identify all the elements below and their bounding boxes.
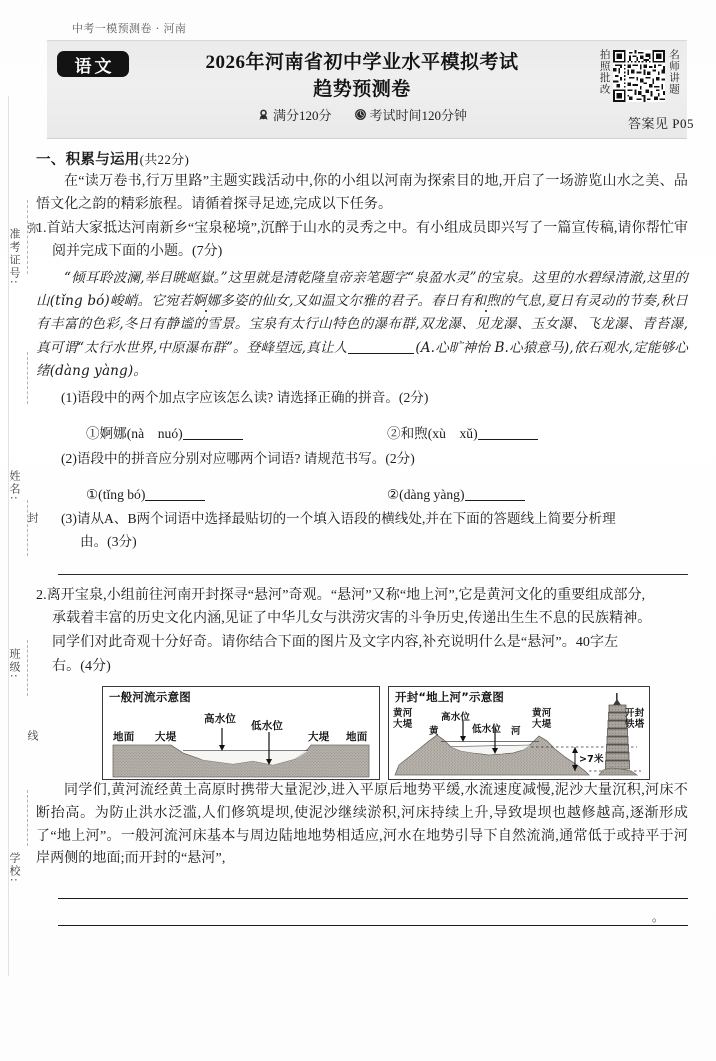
full-score-text: 满分120分 bbox=[272, 108, 332, 123]
figure-elevated-river-label-levee-right: 黄河大堤 bbox=[532, 708, 552, 730]
qr-right-label: 名师讲题 bbox=[668, 49, 680, 95]
question-1-sub-1-stem: (1)语段中的两个加点字应该怎么读? 请选择正确的拼音。(2分) bbox=[61, 389, 429, 405]
sub-2-item-2-text: ②(dàng yàng) bbox=[387, 487, 465, 503]
sub-2-item-1-blank[interactable] bbox=[145, 500, 205, 501]
passage-part-1: “倾耳聆波澜,举目眺岖嶽。”这里就是清乾隆皇帝亲笔题字“泉盈水灵”的宝泉。这里的水碧绿清澈,这里的山(tǐng bó)峻峭。它宛若 bbox=[36, 269, 688, 310]
question-1-sub-3-stem bbox=[36, 508, 688, 554]
qr-left-label: 拍照批改 bbox=[598, 49, 611, 95]
section-heading-text: 一、积累与运用 bbox=[36, 152, 140, 168]
figure-elevated-river-label-low-water: 低水位 bbox=[472, 724, 502, 736]
sub-2-item-2-blank[interactable] bbox=[465, 500, 525, 501]
figure-row bbox=[102, 686, 688, 780]
exam-title-line-1: 2026年河南省初中学业水平模拟考试 bbox=[205, 52, 519, 73]
full-score-item bbox=[257, 105, 332, 124]
exam-header-band bbox=[47, 40, 687, 139]
qr-block[interactable] bbox=[598, 49, 679, 103]
seal-char-1: 弥 bbox=[26, 222, 39, 233]
passage-dotted-word-1: 婀娜 bbox=[192, 293, 221, 310]
clock-icon bbox=[354, 108, 367, 121]
seal-dash-1 bbox=[27, 200, 28, 274]
figure-elevated-river-label-huang: 黄 bbox=[429, 726, 439, 738]
subject-badge: 语文 bbox=[57, 51, 129, 77]
figure-elevated-river-title: 开封“地上河”示意图 bbox=[395, 690, 505, 705]
figure-elevated-river-label-levee-left: 黄河大堤 bbox=[393, 708, 413, 730]
question-2-stem-line-3: 同学们对此奇观十分好奇。请你结合下面的图片及文字内容,补充说明什么是“悬河”。40字左 bbox=[52, 634, 619, 650]
figure-elevated-river-label-he: 河 bbox=[511, 726, 521, 738]
exam-title bbox=[157, 49, 567, 102]
figure-normal-river-label-high-water: 高水位 bbox=[204, 713, 237, 726]
medal-icon bbox=[257, 108, 270, 121]
sub-2-item-1-text: ①(tǐng bó) bbox=[86, 487, 146, 503]
figure-normal-river-title: 一般河流示意图 bbox=[109, 690, 191, 705]
normal-river-drawing bbox=[103, 687, 379, 779]
question-1-stem: 1.首站大家抵达河南新乡“宝泉秘境”,沉醉于山水的灵秀之中。有小组成员即兴写了一篇宣传稿,请你帮忙审阅并完成下面的小题。(7分) bbox=[36, 221, 688, 260]
figure-elevated-river-height-note: >7米 bbox=[579, 754, 604, 766]
closing-tail-punct: 。 bbox=[651, 909, 664, 924]
question-2-closing-text: 同学们,黄河流经黄土高原时携带大量泥沙,进入平原后地势平缓,水流速度减慢,泥沙大量沉积,河床不断抬高。为防止洪水泛滥,人们修筑堤坝,使泥沙继续淤积,河床持续上升,导致堤坝也越修越高,逐渐形成了“地上河”。一般河流河床基本与周边陆地地势相适应,河水在地势引导下自然流淌,通常低于或持平于河岸两侧的地面;而开封的“悬河”, bbox=[36, 783, 688, 867]
sub-1-item-1-text: ①婀娜(nà nuó) bbox=[86, 425, 183, 441]
section-heading-points: (共22分) bbox=[139, 152, 190, 167]
passage-part-3: 的气息,夏日有灵动的节奏,秋日有丰富的色彩,冬日有静谧的雪景。宝泉有太行山特色的瀑布群,双龙瀑、见龙瀑、玉女瀑、飞龙瀑、青苔瀑,真可谓“太行水世界,中原瀑布群”。登峰望远,真让人 bbox=[36, 293, 688, 356]
sub-1-item-2 bbox=[387, 423, 688, 445]
question-1-sub-2-answers bbox=[36, 484, 688, 506]
figure-normal-river-label-ground-right: 地面 bbox=[346, 731, 368, 744]
seal-char-3: 线 bbox=[26, 730, 39, 741]
duration-item bbox=[354, 105, 468, 124]
duration-text: 考试时间120分钟 bbox=[369, 108, 468, 123]
running-head: 中考一模预测卷 · 河南 bbox=[72, 22, 187, 35]
figure-normal-river bbox=[102, 686, 380, 780]
class-label: 班级: bbox=[8, 648, 21, 680]
figure-normal-river-label-low-water: 低水位 bbox=[251, 720, 284, 733]
name-label: 姓名: bbox=[8, 470, 21, 502]
passage-part-4: (A.心旷神怡 B.心猿意马),依石观水,定能够心绪(dàng yàng)。 bbox=[36, 339, 688, 380]
figure-normal-river-label-levee-right: 大堤 bbox=[308, 731, 330, 744]
figure-elevated-river-label-pagoda: 开封铁塔 bbox=[625, 708, 645, 730]
sub-1-item-2-blank[interactable] bbox=[478, 439, 538, 440]
question-2-stem-line-1: 2.离开宝泉,小组前往河南开封探寻“悬河”奇观。“悬河”又称“地上河”,它是黄河文化的重要组成部分, bbox=[36, 587, 646, 603]
sub-1-item-1-blank[interactable] bbox=[183, 439, 243, 440]
question-1-sub-2-stem: (2)语段中的拼音应分别对应哪两个词语? 请规范书写。(2分) bbox=[61, 450, 415, 466]
seal-dash-5 bbox=[27, 790, 28, 846]
question-1-sub-1-answers bbox=[36, 423, 688, 445]
passage-dotted-word-2: 和煦 bbox=[472, 293, 501, 310]
seal-dash-4 bbox=[27, 640, 28, 696]
question-divider bbox=[58, 574, 688, 575]
seal-dash-2 bbox=[27, 352, 28, 404]
school-label: 学校: bbox=[8, 852, 21, 884]
sub-2-item-1 bbox=[86, 484, 387, 506]
exam-number-label: 准考证号: bbox=[8, 228, 21, 286]
question-2-stem-line-2: 承载着丰富的历史文化内涵,见证了中华儿女与洪涝灾害的斗争历史,传递出生生不息的民族精神。 bbox=[52, 611, 652, 627]
exam-meta bbox=[157, 105, 567, 124]
figure-normal-river-label-ground-left: 地面 bbox=[113, 731, 135, 744]
section-heading bbox=[36, 148, 688, 169]
question-2-stem-line-4: 右。(4分) bbox=[52, 658, 111, 674]
margin-seal-strip bbox=[0, 0, 39, 1061]
passage-part-2: 多姿的仙女,又如温文尔雅的君子。春日有 bbox=[220, 293, 473, 310]
seal-dash-3 bbox=[27, 500, 28, 556]
sub-2-item-2 bbox=[387, 484, 688, 506]
exam-title-line-2: 趋势预测卷 bbox=[313, 78, 411, 100]
sub-3-stem-line-2: 由。(3分) bbox=[80, 533, 137, 549]
figure-elevated-river bbox=[388, 686, 650, 780]
seal-char-2: 封 bbox=[26, 512, 39, 523]
sub-1-item-1 bbox=[86, 423, 387, 445]
figure-elevated-river-label-high-water: 高水位 bbox=[441, 712, 471, 724]
answer-line-2[interactable] bbox=[58, 899, 688, 926]
answer-line-1[interactable] bbox=[58, 872, 688, 899]
figure-normal-river-label-levee-left: 大堤 bbox=[155, 731, 177, 744]
passage-fill-blank[interactable] bbox=[348, 353, 414, 354]
answer-reference: 答案见 P05 bbox=[628, 116, 694, 131]
question-1-passage bbox=[36, 267, 688, 384]
sub-1-item-2-text: ②和煦(xù xǔ) bbox=[387, 425, 478, 441]
section-intro: 在“读万卷书,行万里路”主题实践活动中,你的小组以河南为探索目的地,开启了一场游览山水之美、品悟文化之韵的精彩旅程。请循着探寻足迹,完成以下任务。 bbox=[36, 174, 688, 212]
qr-code-icon[interactable] bbox=[613, 50, 665, 102]
sub-3-stem-line-1: (3)请从A、B两个词语中选择最贴切的一个填入语段的横线处,并在下面的答题线上简要分析理 bbox=[61, 510, 616, 526]
exam-content bbox=[36, 148, 688, 926]
